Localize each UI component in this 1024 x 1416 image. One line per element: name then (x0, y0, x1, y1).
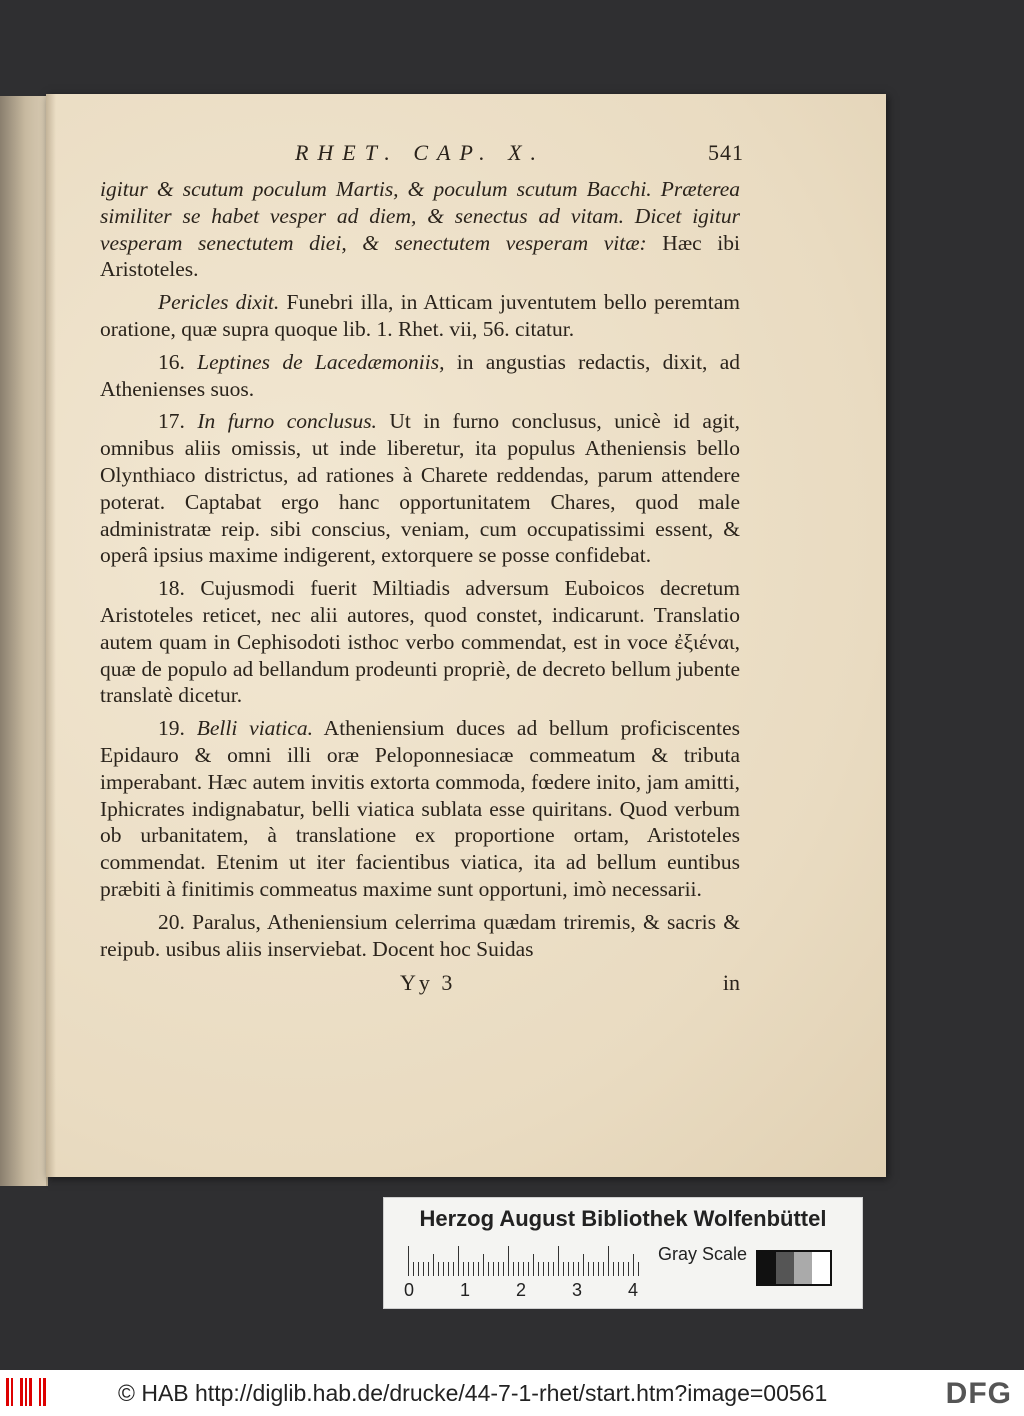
ruler-tick (488, 1262, 489, 1276)
ruler-tick (433, 1254, 434, 1276)
paragraph-body: Cujusmodi fuerit Miltiadis adversum Euboicos decretum Aristoteles reticet, nec alii autores, quod constet, indicarunt. Translatio autem quam in Cephisodoti isthoc verbo commendat, est in voce ἐξιέναι, quæ de populo ad bellandum prodeunti propriè, de decreto bellum jubente translatè dicetur. (100, 576, 741, 708)
ruler-number: 4 (628, 1280, 639, 1300)
ruler-tick (473, 1262, 474, 1276)
paragraph (100, 575, 740, 709)
note-number: 19. (158, 716, 185, 741)
paragraph (100, 349, 740, 403)
ruler-tick (623, 1262, 624, 1276)
note-number: 17. (158, 409, 185, 434)
library-color-card (383, 1197, 863, 1309)
ruler-tick (538, 1262, 539, 1276)
barcode-bar (11, 1378, 14, 1406)
ruler-tick (548, 1262, 549, 1276)
ruler-tick (583, 1254, 584, 1276)
ruler-tick (608, 1246, 609, 1276)
ruler-tick (463, 1262, 464, 1276)
note-number: 18. (158, 576, 185, 601)
paragraph-body: Funebri illa, in Atticam juventutem bello peremtam oratione, quæ supra quoque lib. 1. Rhet. vii, 56. citatur. (100, 290, 741, 341)
signature-mark: Yy 3 (400, 970, 456, 996)
paragraph-body: Atheniensium duces ad bellum proficiscentes Epidauro & omni illi oræ Peloponnesiacæ commeatum & tributa imperabant. Hæc autem invitis extorta commoda, fœdere inito, jam amitti, Iphicrates indignabatur, belli viatica sublata esse quiritans. Quod verbum ob urbanitatem, à translatione ex proportione ortam, Aristoteles commendat. Etenim ut iter facientibus viatica, ita ad bellum euntibus præbiti à finitimis commeatus maxime sunt opportuni, imò necessarii. (100, 716, 740, 901)
paragraph (100, 408, 740, 569)
paragraph-body: Hæc ibi Aristoteles. (100, 230, 740, 282)
gray-scale-label: Gray Scale (658, 1244, 748, 1264)
facing-page-edge (0, 96, 48, 1186)
paragraph-body: Ut in furno conclusus, unicè id agit, omnibus aliis omissis, ut inde liberetur, ita populus Atheniensis bello Olynthiaco districtus, ad rationes à Charete reddendas, parum attendere poterat. Captabat ergo hanc opportunitatem Chares, quod male administratæ reip. sibi conscius, veniam, cum occupatissimi essent, & operâ ipsius maxime indigerent, extorquere se posse confidebat. (100, 409, 741, 568)
ruler-tick (563, 1262, 564, 1276)
ruler-number: 0 (404, 1280, 415, 1300)
barcode-bar (25, 1378, 28, 1406)
ruler-tick (568, 1262, 569, 1276)
ruler-tick (573, 1262, 574, 1276)
barcode-bar (15, 1378, 18, 1406)
ruler-tick (418, 1262, 419, 1276)
ruler-tick (428, 1262, 429, 1276)
ruler-tick (558, 1246, 559, 1276)
ruler-tick (508, 1246, 509, 1276)
ruler-tick (443, 1262, 444, 1276)
dfg-logo: DFG (945, 1377, 1012, 1410)
page-text (100, 140, 744, 1000)
lemma-italic: Leptines de Lacedæmoniis, (197, 349, 445, 374)
barcode-icon (6, 1378, 46, 1406)
ruler-tick (613, 1262, 614, 1276)
ruler-tick (408, 1246, 409, 1276)
ruler-tick (578, 1262, 579, 1276)
ruler-tick (413, 1262, 414, 1276)
lemma-italic: Belli viatica. (196, 716, 314, 741)
ruler-number: 2 (516, 1280, 527, 1300)
ruler-tick (543, 1262, 544, 1276)
ruler-tick (598, 1262, 599, 1276)
catchword: in (722, 970, 740, 996)
paragraph (100, 909, 740, 963)
ruler-tick (438, 1262, 439, 1276)
ruler-tick (588, 1262, 589, 1276)
ruler-numbers (404, 1280, 644, 1302)
lemma-italic: Pericles dixit. (158, 290, 280, 315)
ruler-tick (453, 1262, 454, 1276)
ruler-tick (593, 1262, 594, 1276)
ruler-number: 3 (572, 1280, 583, 1300)
ruler-number: 1 (460, 1280, 471, 1300)
lemma-italic: In furno conclusus. (197, 409, 377, 434)
paragraph (100, 289, 740, 343)
library-name: Herzog August Bibliothek Wolfenbüttel (419, 1206, 827, 1231)
ruler-tick (628, 1262, 629, 1276)
ruler-tick (528, 1262, 529, 1276)
ruler-tick (518, 1262, 519, 1276)
ruler-tick (523, 1262, 524, 1276)
ruler-tick (513, 1262, 514, 1276)
paragraph-list (100, 176, 740, 962)
note-number: 20. (158, 909, 185, 934)
page-number: 541 (708, 140, 744, 165)
ruler-tick (483, 1254, 484, 1276)
ruler-tick (638, 1262, 639, 1276)
gray-swatch (794, 1252, 812, 1284)
gray-swatch (758, 1252, 776, 1284)
page-footer (100, 970, 740, 1000)
running-header (100, 140, 744, 176)
barcode-bar (39, 1378, 42, 1406)
barcode-bar (29, 1378, 32, 1406)
barcode-bar (6, 1378, 9, 1406)
ruler-tick (533, 1254, 534, 1276)
ruler-tick (478, 1262, 479, 1276)
ruler-tick (448, 1262, 449, 1276)
gray-swatch (776, 1252, 794, 1284)
gray-swatch (812, 1252, 830, 1284)
barcode-bar (20, 1378, 23, 1406)
note-number: 16. (158, 349, 185, 374)
barcode-bar (34, 1378, 37, 1406)
ruler-tick (603, 1262, 604, 1276)
ruler-tick (618, 1262, 619, 1276)
paragraph (100, 176, 740, 283)
gray-scale-swatches (756, 1250, 832, 1286)
ruler-tick (633, 1254, 634, 1276)
scale-ruler (408, 1244, 640, 1276)
ruler-tick (458, 1246, 459, 1276)
bottom-bar (0, 1370, 1024, 1416)
copyright-link[interactable]: © HAB http://diglib.hab.de/drucke/44-7-1-rhet/start.htm?image=00561 (118, 1380, 828, 1406)
ruler-tick (493, 1262, 494, 1276)
page-gutter-shadow (46, 94, 56, 1177)
ruler-tick (423, 1262, 424, 1276)
running-title: RHET. CAP. X. (294, 140, 546, 165)
barcode-bar (43, 1378, 46, 1406)
ruler-tick (498, 1262, 499, 1276)
paragraph-body: in angustias redactis, dixit, ad Athenienses suos. (100, 349, 740, 401)
paragraph-body: Paralus, Atheniensium celerrima quædam triremis, & sacris & reipub. usibus aliis inserviebat. Docent hoc Suidas (100, 909, 740, 961)
ruler-tick (553, 1262, 554, 1276)
ruler-tick (503, 1262, 504, 1276)
lemma-italic: igitur & scutum poculum Martis, & poculum scutum Bacchi. Præterea similiter se habet vesper ad diem, & senectus ad vitam. Dicet igitur vesperam senectutem diei, & senectutem vesperam vitæ: (100, 177, 740, 255)
paragraph (100, 715, 740, 903)
ruler-tick (468, 1262, 469, 1276)
